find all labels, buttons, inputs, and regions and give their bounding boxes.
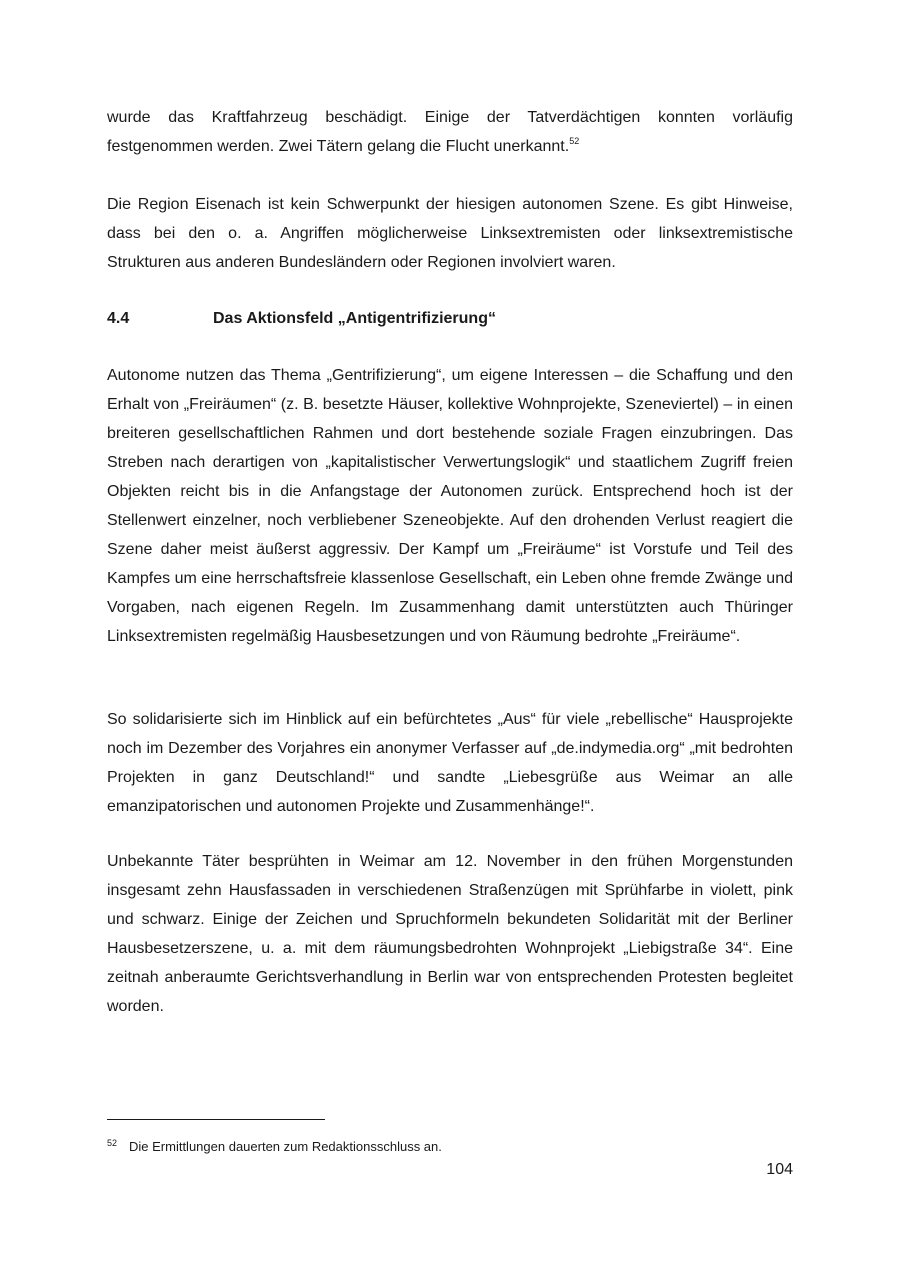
footnote-reference[interactable]: 52 — [569, 135, 580, 146]
paragraph-solidarity-post: So solidarisierte sich im Hinblick auf ein befürchtetes „Aus“ für viele „rebellische“ Hausprojekte noch im Dezember des Vorjahres ein anonymer Verfasser auf „de.indymedia.org“ „mit bedrohten Projekten in ganz Deutschland!“ und sandte „Liebesgrüße aus Weimar an alle emanzipatorischen und autonomen Projekte und Zusammenhänge!“. — [107, 711, 793, 815]
paragraph-vehicle-damage — [107, 103, 793, 161]
paragraph-text: wurde das Kraftfahrzeug beschädigt. Einige der Tatverdächtigen konnten vorläufig festgenommen werden. Zwei Tätern gelang die Flucht unerkannt. — [107, 109, 793, 155]
section-heading — [107, 304, 793, 333]
paragraph-weimar-graffiti: Unbekannte Täter besprühten in Weimar am 12. November in den frühen Morgenstunden insgesamt zehn Hausfassaden in verschiedenen Straßenzügen mit Sprühfarbe in violett, pink und schwarz. Einige der Zeichen und Spruchformeln bekundeten Solidarität mit der Berliner Hausbesetzerszene, u. a. mit dem räumungsbedrohten Wohnprojekt „Liebigstraße 34“. Eine zeitnah anberaumte Gerichtsverhandlung in Berlin war von entsprechenden Protesten begleitet worden. — [107, 853, 793, 1015]
paragraph-gentrification: Autonome nutzen das Thema „Gentrifizierung“, um eigene Interessen – die Schaffung und den Erhalt von „Freiräumen“ (z. B. besetzte Häuser, kollektive Wohnprojekte, Szeneviertel) – in einen breiteren gesellschaftlichen Rahmen und dort bestehende soziale Fragen einzubringen. Das Streben nach derartigen von „kapitalistischer Verwertungslogik“ und staatlichem Zugriff freien Objekten reicht bis in die Anfangstage der Autonomen zurück. Entsprechend hoch ist der Stellenwert einzelner, noch verbliebener Szeneobjekte. Auf den drohenden Verlust reagiert die Szene daher meist äußerst aggressiv. Der Kampf um „Freiräume“ ist Vorstufe und Teil des Kampfes um eine herrschaftsfreie klassenlose Gesellschaft, ein Leben ohne fremde Zwänge und Vorgaben, nach eigenen Regeln. Im Zusammenhang damit unterstützten auch Thüringer Linksextremisten regelmäßig Hausbesetzungen und von Räumung bedrohte „Freiräume“. — [107, 367, 793, 645]
paragraph-eisenach-region: Die Region Eisenach ist kein Schwerpunkt der hiesigen autonomen Szene. Es gibt Hinweise, dass bei den o. a. Angriffen möglicherweise Linksextremisten oder linksextremistische Strukturen aus anderen Bundesländern oder Regionen involviert waren. — [107, 196, 793, 271]
section-number: 4.4 — [107, 310, 130, 327]
section-title: Das Aktionsfeld „Antigentrifizierung“ — [213, 310, 496, 327]
footnote-divider — [107, 1119, 325, 1120]
footnote-text: Die Ermittlungen dauerten zum Redaktionsschluss an. — [129, 1139, 442, 1154]
footnote: 52 Die Ermittlungen dauerten zum Redaktionsschluss an. — [107, 1137, 442, 1154]
page-number: 104 — [766, 1161, 793, 1178]
